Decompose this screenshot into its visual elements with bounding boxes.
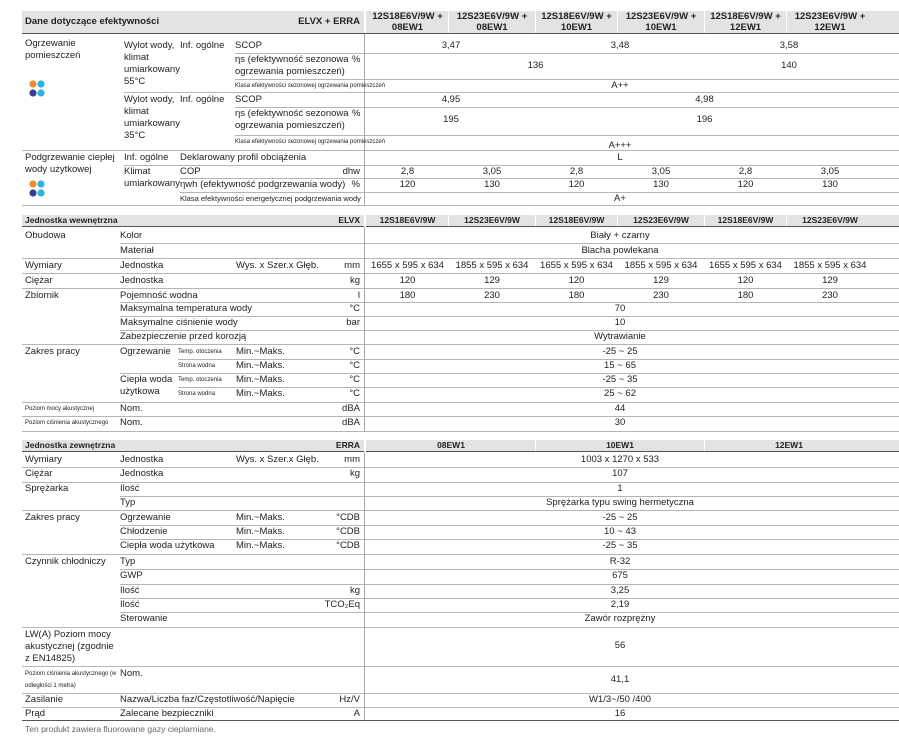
hwd-label: Wys. x Szer.x Głęb.	[236, 260, 319, 271]
table3-vline	[364, 452, 365, 720]
scop-label: SCOP	[235, 40, 262, 51]
nwh-value: 120	[568, 179, 585, 190]
material-value: Blacha powlekana	[581, 245, 659, 256]
profile-label: Deklarowany profil obciążenia	[180, 152, 307, 163]
current-value: 16	[614, 708, 626, 719]
weight-value: 129	[653, 275, 669, 286]
material-label: Materiał	[120, 245, 154, 256]
scop-label: SCOP	[235, 94, 262, 105]
table3-col-3: 12EW1	[775, 440, 803, 450]
cop-value: 2,8	[400, 166, 415, 177]
type-value: Sprężarka typu swing hermetyczna	[546, 497, 694, 508]
color-label: Kolor	[120, 230, 143, 241]
table1-title: Dane dotyczące efektywności	[25, 16, 160, 27]
max-pressure-value: 10	[614, 317, 626, 328]
row-line	[22, 258, 899, 259]
lwa-value: 56	[614, 640, 626, 651]
phase-label: Nazwa/Liczba faz/Częstotliwość/Napięcie	[120, 694, 295, 705]
nwh-value: 130	[484, 179, 500, 190]
unit-label: Jednostka	[120, 260, 164, 271]
hdr-sep	[535, 440, 536, 451]
quantity-label: Ilość	[120, 599, 140, 610]
quantity-label: Ilość	[120, 483, 140, 494]
nwh-value: 120	[399, 179, 416, 190]
dba-unit: dBA	[342, 403, 360, 414]
row-line	[22, 720, 899, 721]
gwp-label: GWP	[120, 570, 143, 581]
weight-value: 120	[568, 275, 585, 286]
refrigerant-label: Czynnik chłodniczy	[25, 556, 106, 567]
pct-unit: %	[352, 54, 361, 65]
l-unit: l	[357, 290, 360, 301]
hdr-sep	[535, 215, 536, 226]
klasa55-value: A++	[611, 80, 629, 91]
table1-col-2: 12S23E6V/9W + 08EW1	[456, 11, 528, 33]
dim-value: 1655 x 595 x 634	[709, 260, 782, 271]
nwh-value: 130	[822, 179, 838, 190]
mm-unit: mm	[344, 454, 360, 465]
power-supply-label: Zasilanie	[25, 694, 64, 705]
dim-value: 1855 x 595 x 634	[455, 260, 529, 271]
general-info-label: Inf. ogólne	[124, 152, 169, 163]
power-supply-value: W1/3~/50 /400	[588, 694, 652, 705]
c-unit: °C	[349, 303, 360, 314]
capacity-value: 230	[822, 290, 838, 301]
unit-label: Jednostka	[120, 468, 164, 479]
bar-unit: bar	[346, 317, 360, 328]
kg-unit: kg	[349, 585, 360, 596]
sound-pressure-value: 30	[614, 417, 626, 428]
row-line	[22, 666, 899, 667]
row-line	[22, 344, 899, 345]
hdr-sep	[448, 11, 449, 33]
nwh-value: 130	[653, 179, 669, 190]
water-outlet-55-label: Wylot wody, klimat umiarkowany 55°C	[124, 40, 180, 87]
sound-power-value: 44	[614, 403, 626, 414]
nom-label: Nom.	[120, 668, 143, 679]
nwh-label: ηwh (efektywność podgrzewania wody)	[180, 179, 346, 190]
dim-value: 1855 x 595 x 634	[793, 260, 867, 271]
table2-col-5: 12S18E6V/9W	[717, 215, 774, 225]
row-line	[124, 92, 899, 93]
sound-pressure-label: Poziom ciśnienia akustycznego	[25, 420, 109, 426]
max-temp-value: 70	[614, 303, 626, 314]
table1-col-3: 12S18E6V/9W + 10EW1	[541, 11, 612, 33]
capacity-value: 230	[484, 290, 500, 301]
heating-label: Ogrzewanie	[120, 512, 171, 523]
max-pressure-label: Maksymalne ciśnienie wody	[120, 317, 238, 328]
table2-model-label: ELVX	[338, 215, 360, 225]
table3-model-label: ERRA	[335, 440, 360, 450]
scop55-value: 3,47	[441, 40, 461, 51]
table1-col-5: 12S18E6V/9W + 12EW1	[710, 11, 781, 33]
table3-col-1: 08EW1	[437, 440, 465, 450]
table1-vline	[364, 34, 365, 205]
weight-value: 129	[484, 275, 500, 286]
sound-pressure-label: Poziom ciśnienia akustycznego (w odległości 1 metra)	[25, 671, 117, 689]
klasa35-value: A+++	[608, 140, 632, 151]
range-value: -25 ~ 35	[602, 374, 638, 385]
hdr-sep	[617, 11, 618, 33]
klasa-label: Klasa efektywności sezonowej ogrzewania pomieszczeń	[235, 139, 386, 145]
unit-label: Jednostka	[120, 454, 164, 465]
range-value: -25 ~ 35	[602, 540, 638, 551]
footer-note: Ten produkt zawiera fluorowane gazy cieplarniane.	[25, 724, 216, 734]
minmax-label: Min.~Maks.	[236, 388, 285, 399]
cop-label: COP	[180, 166, 201, 177]
dhw-klasa-value: A+	[614, 193, 626, 204]
corrosion-label: Zabezpieczenie przed korozją	[120, 331, 247, 342]
control-value: Zawór rozprężny	[584, 613, 656, 624]
quantity-label: Ilość	[120, 585, 140, 596]
ns55-value: 136	[527, 60, 544, 71]
nwh-unit: %	[351, 179, 360, 190]
weight-value: 129	[822, 275, 838, 286]
c-unit: °C	[349, 388, 360, 399]
hdr-sep	[786, 215, 787, 226]
minmax-label: Min.~Maks.	[236, 512, 285, 523]
minmax-label: Min.~Maks.	[236, 346, 285, 357]
capacity-value: 180	[568, 290, 585, 301]
row-line	[22, 273, 899, 274]
pct-unit: %	[352, 108, 361, 119]
charge-kg-value: 3,25	[610, 585, 630, 596]
dhw-label: Ciepła woda użytkowa	[120, 540, 215, 551]
dhw-label: Podgrzewanie ciepłej wody użytkowej	[25, 152, 115, 175]
tco2-value: 2,19	[610, 599, 630, 610]
heating-label: Ogrzewanie	[120, 346, 171, 357]
climate-label: Klimat umiarkowany	[124, 166, 180, 189]
table2-col-1: 12S18E6V/9W	[379, 215, 436, 225]
type-label: Typ	[120, 556, 136, 567]
range-value: 10 ~ 43	[604, 526, 636, 537]
row-line	[22, 150, 899, 151]
compressor-label: Sprężarka	[25, 483, 69, 494]
weight-value: 120	[399, 275, 416, 286]
dim-value: 1655 x 595 x 634	[540, 260, 613, 271]
a-unit: A	[353, 708, 360, 719]
cop-value: 2,8	[738, 166, 753, 177]
water-side-label: Strona wodna	[178, 363, 216, 369]
c-unit: °C	[349, 346, 360, 357]
tco2-unit: TCO₂Eq	[324, 599, 360, 610]
ns35-value: 195	[443, 114, 459, 125]
table1-col-4: 12S23E6V/9W + 10EW1	[625, 11, 697, 33]
capacity-value: 180	[399, 290, 416, 301]
mm-unit: mm	[344, 260, 360, 271]
table1-model-label: ELVX + ERRA	[298, 16, 360, 27]
hdr-sep	[704, 11, 705, 33]
range-value: 15 ~ 65	[604, 360, 636, 371]
cop-value: 3,05	[482, 166, 502, 177]
ns-label: ηs (efektywność sezonowa ogrzewania pomieszczeń)	[235, 54, 349, 77]
klasa-label: Klasa efektywności sezonowej ogrzewania pomieszczeń	[235, 83, 386, 89]
weight-label: Ciężar	[25, 468, 53, 479]
c-unit: °C	[349, 360, 360, 371]
ns35-value: 196	[696, 114, 713, 125]
cdb-unit: °CDB	[336, 526, 360, 537]
brand-logo-icon	[26, 178, 48, 200]
scop35-value: 4,98	[695, 94, 714, 105]
minmax-label: Min.~Maks.	[236, 540, 285, 551]
hdr-sep	[617, 215, 618, 226]
dim-value: 1655 x 595 x 634	[371, 260, 444, 271]
current-label: Prąd	[25, 708, 46, 719]
minmax-label: Min.~Maks.	[236, 526, 285, 537]
profile-value: L	[617, 152, 623, 163]
dhw-label: Ciepła woda użytkowa	[120, 374, 173, 397]
dimensions-label: Wymiary	[25, 454, 62, 465]
table3-title: Jednostka zewnętrzna	[25, 440, 116, 450]
general-info-label: Inf. ogólne	[180, 40, 225, 51]
dhw-klasa-label: Klasa efektywności energetycznej podgrzewania wody	[180, 194, 361, 203]
dba-unit: dBA	[342, 417, 360, 428]
cop-value: 2,8	[569, 166, 584, 177]
corrosion-value: Wytrawianie	[594, 331, 646, 342]
operating-range-label: Zakres pracy	[25, 346, 80, 357]
capacity-label: Pojemność wodna	[120, 290, 198, 301]
brand-logo-icon	[26, 78, 48, 100]
hdr-sep	[704, 215, 705, 226]
row-line	[22, 205, 899, 206]
row-line	[22, 627, 899, 628]
hdr-sep	[704, 440, 705, 451]
unit-label: Jednostka	[120, 275, 164, 286]
capacity-value: 230	[653, 290, 669, 301]
table3-col-2: 10EW1	[606, 440, 634, 450]
scop35-value: 4,95	[441, 94, 461, 105]
range-value: -25 ~ 25	[602, 346, 638, 357]
table1-header-rule	[22, 33, 899, 34]
ambient-temp-label: Temp. otoczenia	[178, 377, 222, 383]
ambient-temp-label: Temp. otoczenia	[178, 349, 222, 355]
weight-value: 107	[612, 468, 628, 479]
kg-unit: kg	[349, 468, 360, 479]
table2-title: Jednostka wewnętrzna	[25, 215, 118, 225]
row-line	[22, 431, 899, 432]
cdb-unit: °CDB	[336, 512, 360, 523]
row-line	[22, 288, 899, 289]
table2-col-6: 12S23E6V/9W	[802, 215, 858, 225]
water-outlet-35-label: Wylot wody, klimat umiarkowany 35°C	[124, 94, 180, 141]
capacity-value: 180	[737, 290, 754, 301]
tank-label: Zbiornik	[25, 290, 59, 301]
kg-unit: kg	[349, 275, 360, 286]
c-unit: °C	[349, 374, 360, 385]
quantity-value: 1	[617, 483, 623, 494]
hwd-label: Wys. x Szer.x Głęb.	[236, 454, 319, 465]
general-info-label: Inf. ogólne	[180, 94, 225, 105]
heating-label: Ogrzewanie pomieszczeń	[25, 38, 81, 61]
row-line	[22, 510, 899, 511]
hdr-sep	[535, 11, 536, 33]
refrigerant-value: R-32	[609, 556, 631, 567]
operating-range-label: Zakres pracy	[25, 512, 80, 523]
lwa-label: LW(A) Poziom mocy akustycznej (zgodnie z EN14825)	[25, 629, 114, 664]
table2-col-4: 12S23E6V/9W	[633, 215, 689, 225]
nom-label: Nom.	[120, 417, 143, 428]
cooling-label: Chłodzenie	[120, 526, 168, 537]
ns-label: ηs (efektywność sezonowa ogrzewania pomieszczeń)	[235, 108, 349, 131]
table1-col-1: 12S18E6V/9W + 08EW1	[372, 11, 443, 33]
weight-value: 120	[737, 275, 754, 286]
scop55-value: 3,58	[779, 40, 799, 51]
minmax-label: Min.~Maks.	[236, 360, 285, 371]
table2-col-3: 12S18E6V/9W	[548, 215, 605, 225]
casing-label: Obudowa	[25, 230, 66, 241]
table1-col-6: 12S23E6V/9W + 12EW1	[794, 11, 866, 33]
nwh-value: 120	[737, 179, 754, 190]
hdr-sep	[448, 215, 449, 226]
cop-value: 3,05	[651, 166, 671, 177]
table2-col-2: 12S23E6V/9W	[464, 215, 520, 225]
ns55-value: 140	[781, 60, 797, 71]
color-value: Biały + czarny	[590, 230, 650, 241]
sound-pressure-value: 41,1	[610, 674, 630, 685]
scop55-value: 3,48	[610, 40, 630, 51]
cop-unit: dhw	[342, 166, 360, 177]
cop-value: 3,05	[820, 166, 840, 177]
row-line	[22, 554, 899, 555]
type-label: Typ	[120, 497, 136, 508]
range-value: -25 ~ 25	[602, 512, 638, 523]
minmax-label: Min.~Maks.	[236, 374, 285, 385]
row-line	[120, 243, 899, 244]
fuse-label: Zalecane bezpieczniki	[120, 708, 214, 719]
dim-value: 1855 x 595 x 634	[624, 260, 698, 271]
hdr-sep	[786, 11, 787, 33]
control-label: Sterowanie	[120, 613, 168, 624]
weight-label: Ciężar	[25, 275, 53, 286]
water-side-label: Strona wodna	[178, 391, 216, 397]
range-value: 25 ~ 62	[604, 388, 636, 399]
max-temp-label: Maksymalna temperatura wody	[120, 303, 252, 314]
hzv-unit: Hz/V	[339, 694, 360, 705]
sound-power-label: Poziom mocy akustycznej	[25, 406, 95, 412]
dim-value: 1003 x 1270 x 533	[580, 454, 660, 465]
gwp-value: 675	[612, 570, 628, 581]
cdb-unit: °CDB	[336, 540, 360, 551]
dimensions-label: Wymiary	[25, 260, 62, 271]
nom-label: Nom.	[120, 403, 143, 414]
